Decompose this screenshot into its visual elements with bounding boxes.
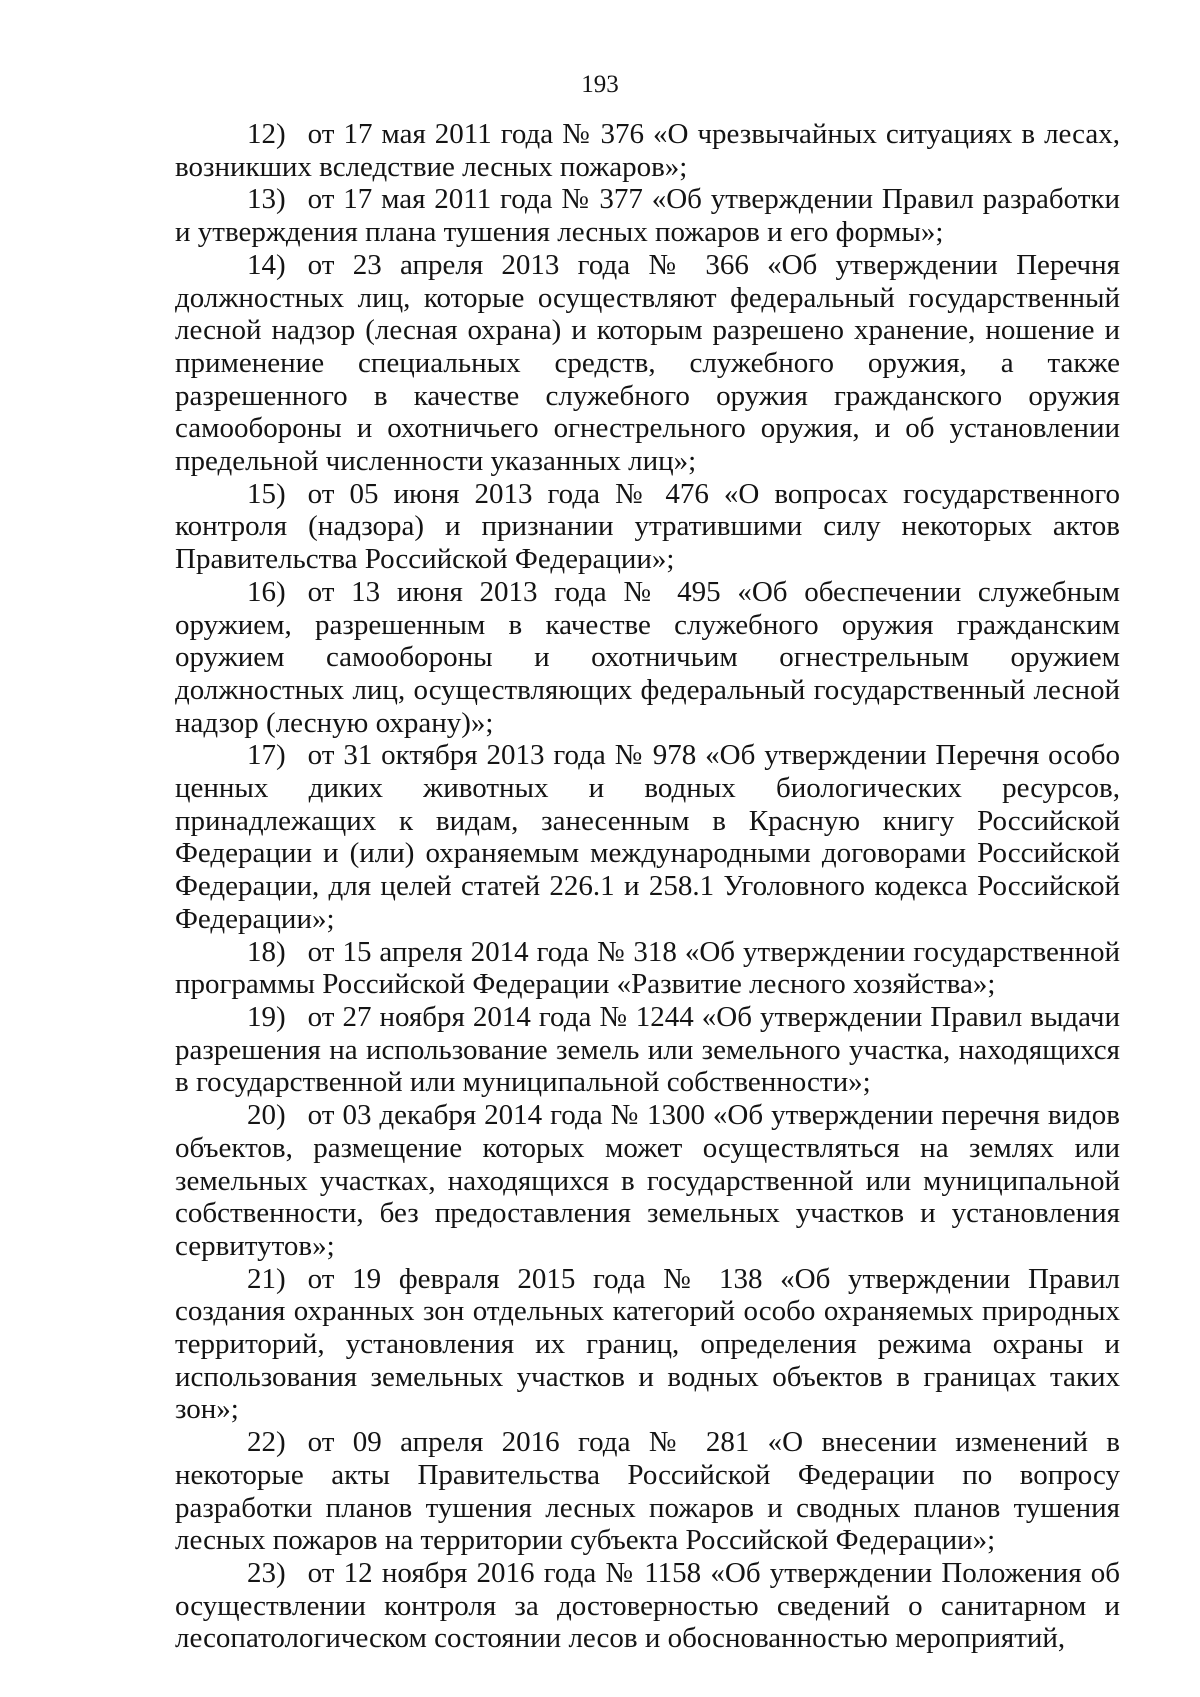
list-item: [175, 936, 1120, 1001]
item-text: от 19 февраля 2015 года № 138 «Об утверждении Правил создания охранных зон отдельных категорий особо охраняемых природных территорий, установления их границ, определения режима охраны и использования земельных участков и водных объектов в границах таких зон»;: [175, 1262, 1120, 1426]
item-number: 22): [247, 1426, 286, 1459]
list-item: [175, 1557, 1120, 1655]
page-number: 193: [581, 71, 619, 98]
item-number: 20): [247, 1099, 286, 1132]
list-item: [175, 1001, 1120, 1099]
item-number: 18): [247, 935, 286, 968]
list-item: [175, 118, 1120, 183]
item-number: 23): [247, 1556, 286, 1589]
item-text: от 15 апреля 2014 года № 318 «Об утверждении государственной программы Российской Федерации «Развитие лесного хозяйства»;: [175, 935, 1120, 1001]
item-number: 21): [247, 1262, 286, 1295]
item-number: 14): [247, 248, 286, 281]
list-item: [175, 1426, 1120, 1557]
item-text: от 17 мая 2011 года № 376 «О чрезвычайных ситуациях в лесах, возникших вследствие лесных пожаров»;: [175, 118, 1120, 183]
item-number: 19): [247, 1000, 286, 1033]
list-item: [175, 183, 1120, 248]
decree-list: [175, 118, 1120, 1655]
item-number: 16): [247, 575, 286, 608]
item-text: от 23 апреля 2013 года № 366 «Об утверждении Перечня должностных лиц, которые осуществляют федеральный государственный лесной надзор (лесная охрана) и которым разрешено хранение, ношение и применение специальных средств, служебного оружия, а также разрешенного в качестве служебного оружия гражданского оружия самообороны и охотничьего огнестрельного оружия, и об установлении предельной численности указанных лиц»;: [175, 248, 1120, 478]
item-number: 17): [247, 739, 286, 772]
item-text: от 05 июня 2013 года № 476 «О вопросах государственного контроля (надзора) и признании утратившими силу некоторых актов Правительства Российской Федерации»;: [175, 477, 1120, 576]
item-text: от 13 июня 2013 года № 495 «Об обеспечении служебным оружием, разрешенным в качестве служебного оружия гражданским оружием самообороны и охотничьим огнестрельным оружием должностных лиц, осуществляющих федеральный государственный лесной надзор (лесную охрану)»;: [175, 575, 1120, 739]
item-number: 12): [247, 118, 286, 150]
list-item: [175, 576, 1120, 740]
item-number: 15): [247, 477, 286, 510]
item-text: от 03 декабря 2014 года № 1300 «Об утверждении перечня видов объектов, размещение которых может осуществляться на землях или земельных участках, находящихся в государственной или муниципальной собственности, без предоставления земельных участков и установления сервитутов»;: [175, 1099, 1120, 1262]
item-text: от 12 ноября 2016 года № 1158 «Об утверждении Положения об осуществлении контроля за достоверностью сведений о санитарном и лесопатологическом состоянии лесов и обоснованностью мероприятий,: [175, 1556, 1120, 1655]
list-item: [175, 478, 1120, 576]
list-item: [175, 739, 1120, 935]
item-number: 13): [247, 183, 286, 216]
list-item: [175, 1099, 1120, 1263]
item-text: от 09 апреля 2016 года № 281 «О внесении изменений в некоторые акты Правительства Российской Федерации по вопросу разработки планов тушения лесных пожаров и сводных планов тушения лесных пожаров на территории субъекта Российской Федерации»;: [175, 1426, 1120, 1557]
list-item: [175, 1263, 1120, 1427]
item-text: от 17 мая 2011 года № 377 «Об утверждении Правил разработки и утверждения плана тушения лесных пожаров и его формы»;: [175, 183, 1120, 249]
item-text: от 31 октября 2013 года № 978 «Об утверждении Перечня особо ценных диких животных и водных биологических ресурсов, принадлежащих к видам, занесенным в Красную книгу Российской Федерации и (или) охраняемым международными договорами Российской Федерации, для целей статей 226.1 и 258.1 Уголовного кодекса Российской Федерации»;: [175, 739, 1120, 935]
list-item: [175, 249, 1120, 478]
item-text: от 27 ноября 2014 года № 1244 «Об утверждении Правил выдачи разрешения на использование земель или земельного участка, находящихся в государственной или муниципальной собственности»;: [175, 1000, 1120, 1099]
